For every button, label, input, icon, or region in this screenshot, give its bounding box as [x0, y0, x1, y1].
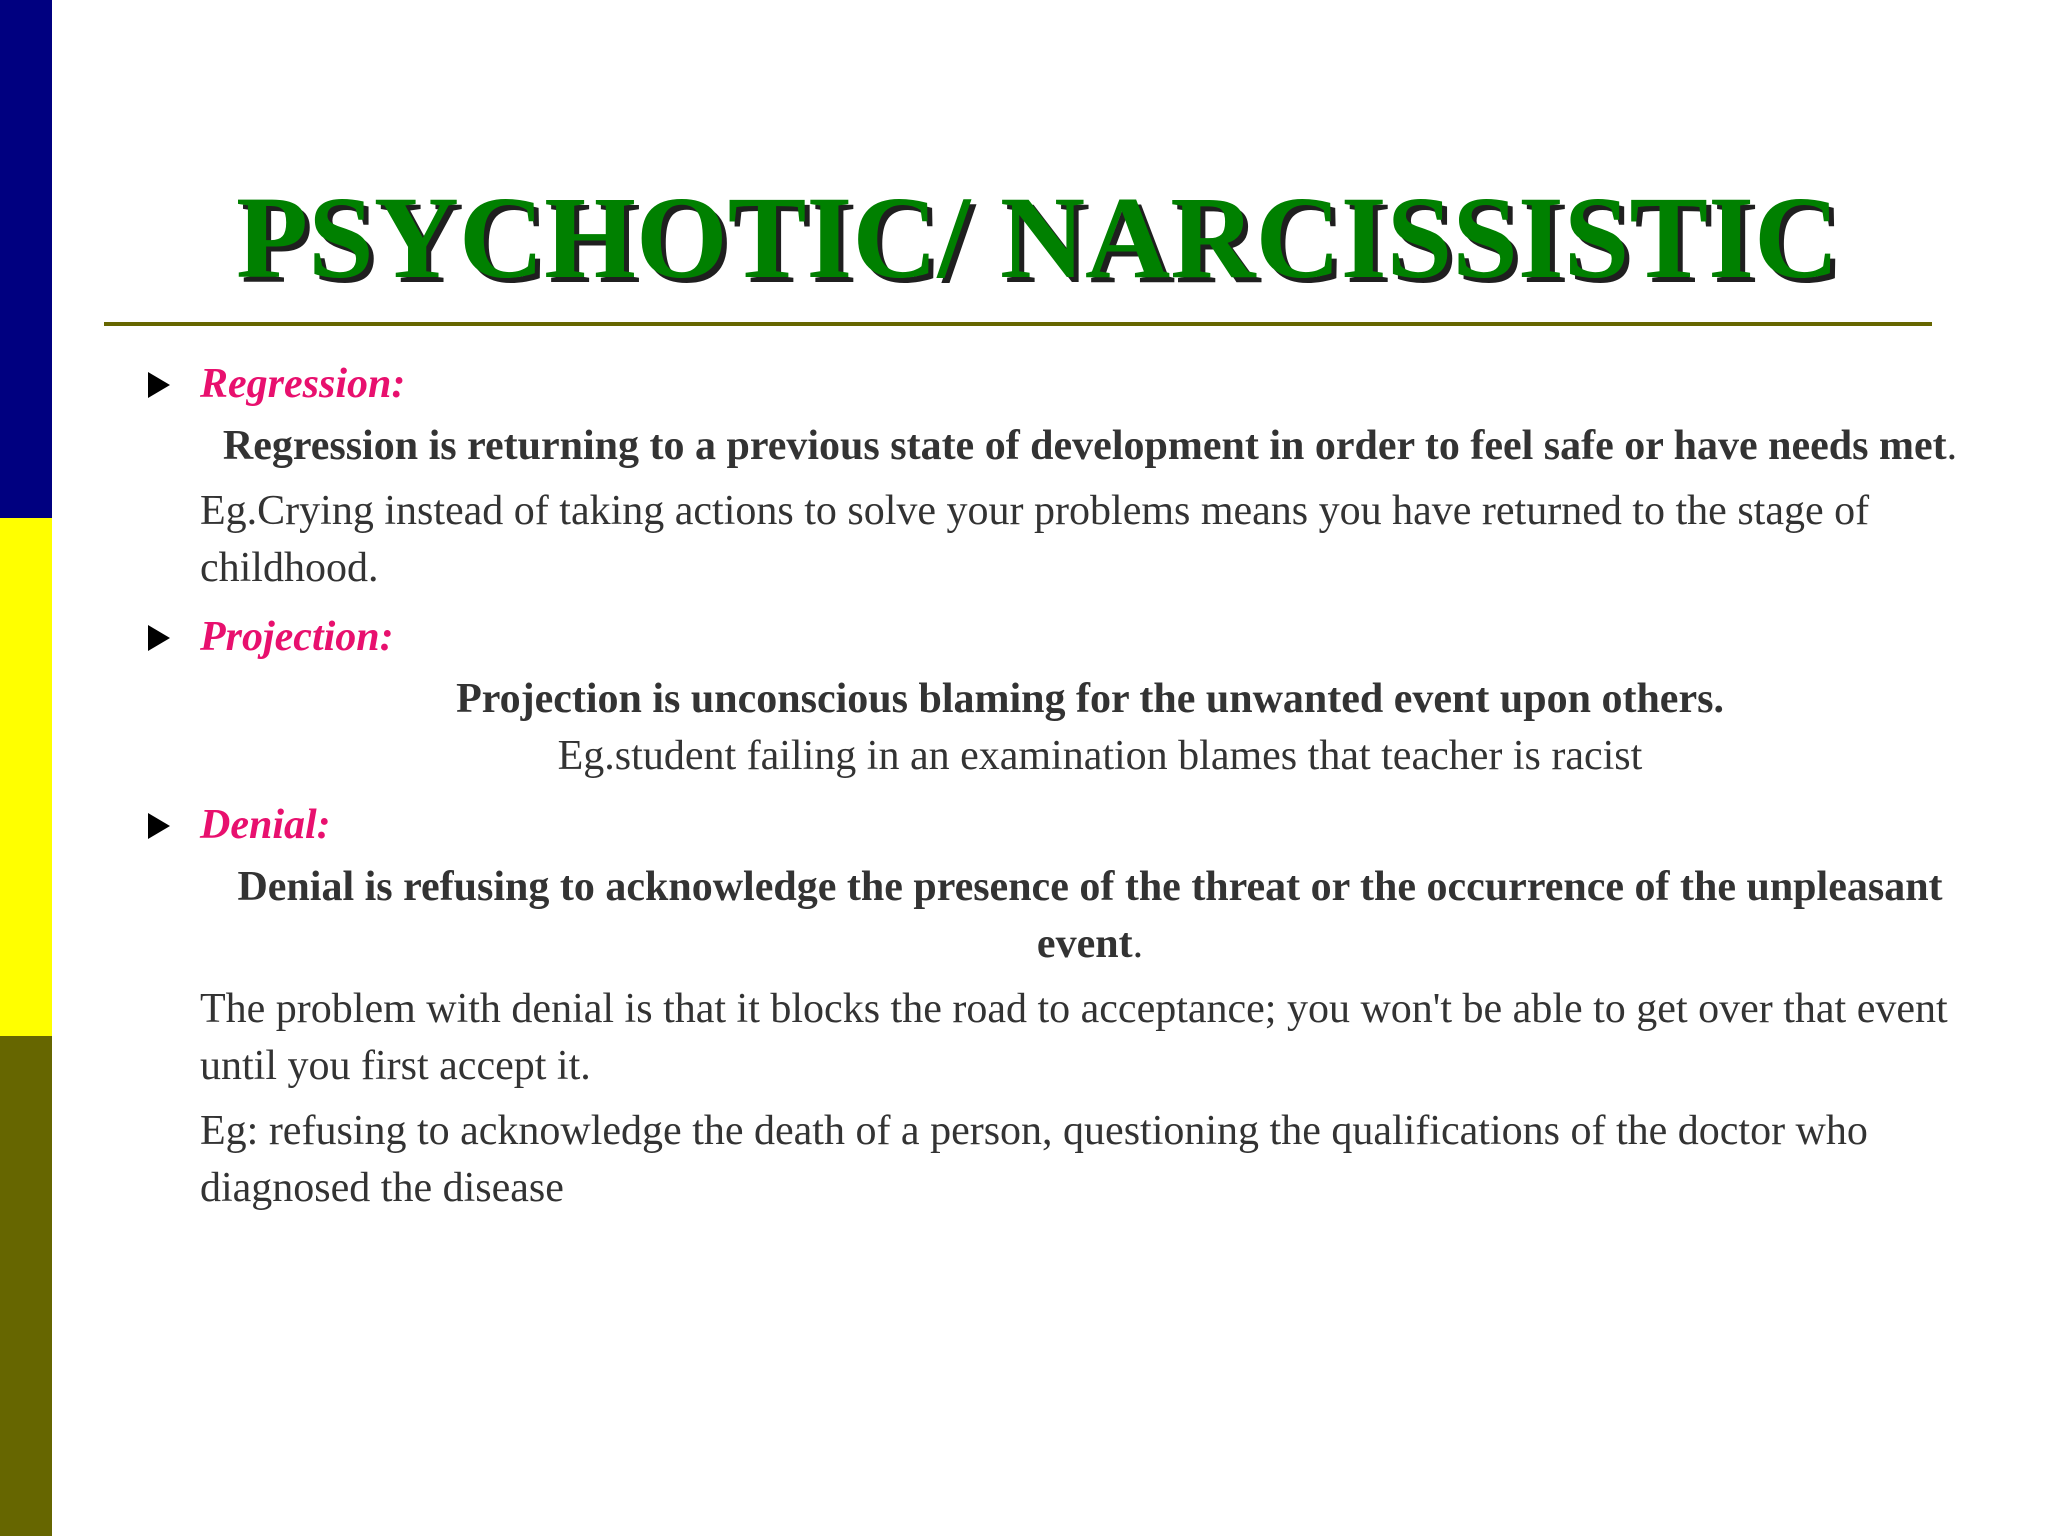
definition-text: Regression is returning to a previous state of development in order to feel safe or have needs met — [222, 423, 1947, 469]
example-projection: Eg.student failing in an examination blames that teacher is racist — [557, 733, 1643, 779]
definition-denial — [140, 859, 2000, 973]
definition-projection: Projection is unconscious blaming for the unwanted event upon others. — [456, 676, 1724, 722]
bullet-regression — [140, 350, 2000, 418]
example-denial-2: Eg: refusing to acknowledge the death of a person, questioning the qualifications of the doctor who diagnosed the disease — [200, 1108, 1868, 1211]
term-projection: Projection: — [200, 614, 394, 660]
term-denial: Denial: — [200, 802, 331, 848]
side-bar-olive-segment — [0, 1036, 52, 1536]
triangle-bullet-icon — [148, 372, 170, 398]
example-denial-1: The problem with denial is that it blocks the road to acceptance; you won't be able to get over that event until you first accept it. — [200, 986, 1948, 1089]
term-regression: Regression: — [200, 361, 406, 407]
slide-content — [140, 350, 2000, 1217]
bullet-projection — [140, 603, 2000, 671]
side-bar-blue-segment — [0, 0, 52, 518]
side-bar-yellow-segment — [0, 518, 52, 1036]
slide-title: PSYCHOTIC/ NARCISSISTIC — [236, 172, 1840, 303]
example-regression: Eg.Crying instead of taking actions to solve your problems means you have returned to the stage of childhood. — [200, 488, 1870, 591]
bullet-denial — [140, 791, 2000, 859]
title-divider — [104, 322, 1932, 326]
triangle-bullet-icon — [148, 625, 170, 651]
triangle-bullet-icon — [148, 813, 170, 839]
definition-regression — [140, 418, 2000, 475]
definition-period: . — [1946, 423, 1958, 469]
definition-text: Denial is refusing to acknowledge the presence of the threat or the occurrence of the unpleasant event — [237, 864, 1943, 967]
definition-period: . — [1132, 921, 1144, 967]
